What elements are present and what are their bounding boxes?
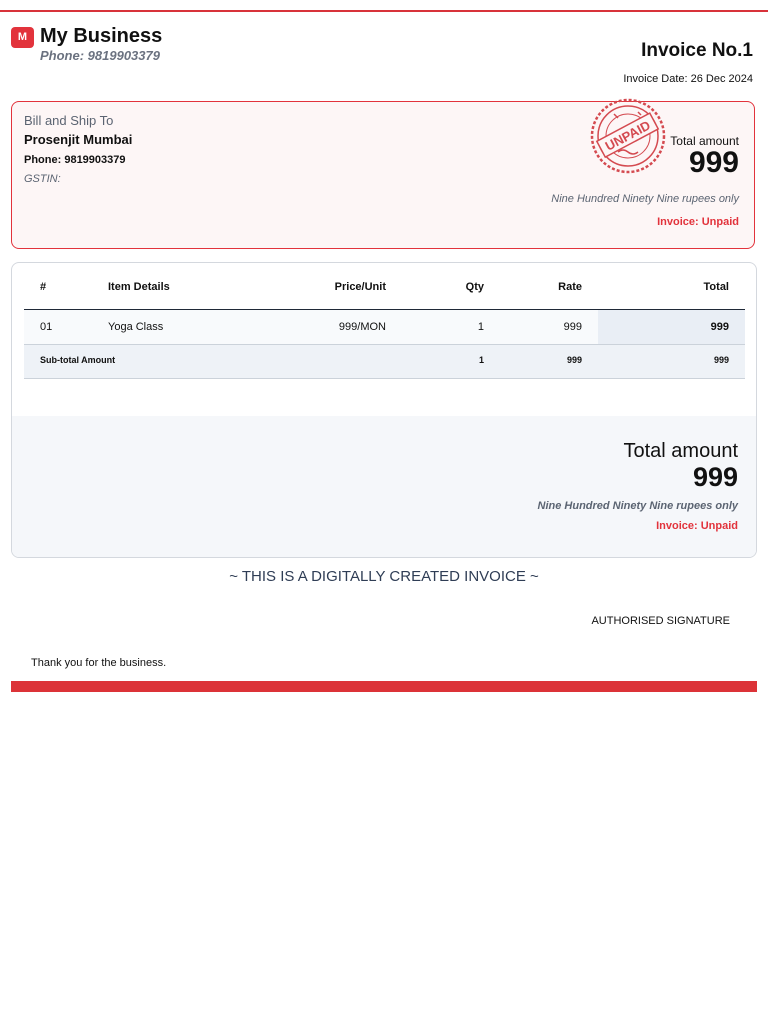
- bill-and-ship-card: [11, 101, 755, 249]
- header-number: #: [40, 281, 47, 293]
- subtotal-row: [24, 345, 745, 379]
- bill-total-value: 999: [688, 146, 739, 179]
- top-accent-rule: [0, 10, 768, 12]
- header-total: Total: [703, 281, 729, 293]
- invoice-summary: [12, 416, 757, 558]
- thank-you-note: Thank you for the business.: [31, 657, 167, 669]
- bill-total-label: Total amount: [670, 134, 739, 148]
- row-item: Yoga Class: [108, 321, 164, 333]
- table-header-row: [24, 271, 745, 310]
- stamp-text: UNPAID: [602, 117, 653, 154]
- business-name: My Business: [40, 25, 163, 47]
- subtotal-label: Sub-total Amount: [40, 355, 116, 365]
- summary-total-label: Total amount: [623, 440, 738, 462]
- table-row: [24, 310, 745, 345]
- summary-invoice-status: Invoice: Unpaid: [656, 520, 738, 532]
- items-card: [11, 262, 757, 558]
- subtotal-rate: 999: [566, 355, 582, 365]
- row-number: 01: [40, 321, 53, 333]
- header-item-details: Item Details: [108, 281, 170, 293]
- business-phone: Phone: 9819903379: [40, 48, 160, 63]
- row-rate: 999: [563, 321, 582, 333]
- bill-section-title: Bill and Ship To: [24, 113, 114, 128]
- bill-amount-words: Nine Hundred Ninety Nine rupees only: [551, 193, 739, 205]
- bottom-accent-bar: [11, 681, 757, 692]
- invoice-date: Invoice Date: 26 Dec 2024: [623, 73, 753, 85]
- customer-phone: Phone: 9819903379: [24, 154, 126, 166]
- subtotal-qty: 1: [478, 355, 484, 365]
- unpaid-stamp-icon: [582, 98, 674, 178]
- row-price: 999/MON: [338, 321, 386, 333]
- business-logo: M: [11, 27, 34, 48]
- header-price-unit: Price/Unit: [334, 281, 386, 293]
- customer-name: Prosenjit Mumbai: [24, 132, 133, 147]
- digital-invoice-note: ~ THIS IS A DIGITALLY CREATED INVOICE ~: [229, 568, 539, 585]
- summary-amount-words: Nine Hundred Ninety Nine rupees only: [537, 500, 738, 512]
- bill-invoice-status: Invoice: Unpaid: [657, 216, 739, 228]
- items-table: [24, 271, 745, 379]
- row-total: 999: [598, 310, 745, 344]
- invoice-number: Invoice No.1: [641, 40, 753, 61]
- header-qty: Qty: [465, 281, 484, 293]
- subtotal-total: 999: [598, 345, 745, 375]
- authorised-signature: AUTHORISED SIGNATURE: [591, 615, 730, 627]
- customer-gstin: GSTIN:: [24, 173, 61, 185]
- row-qty: 1: [477, 321, 484, 333]
- summary-total-value: 999: [692, 462, 738, 492]
- header-rate: Rate: [558, 281, 582, 293]
